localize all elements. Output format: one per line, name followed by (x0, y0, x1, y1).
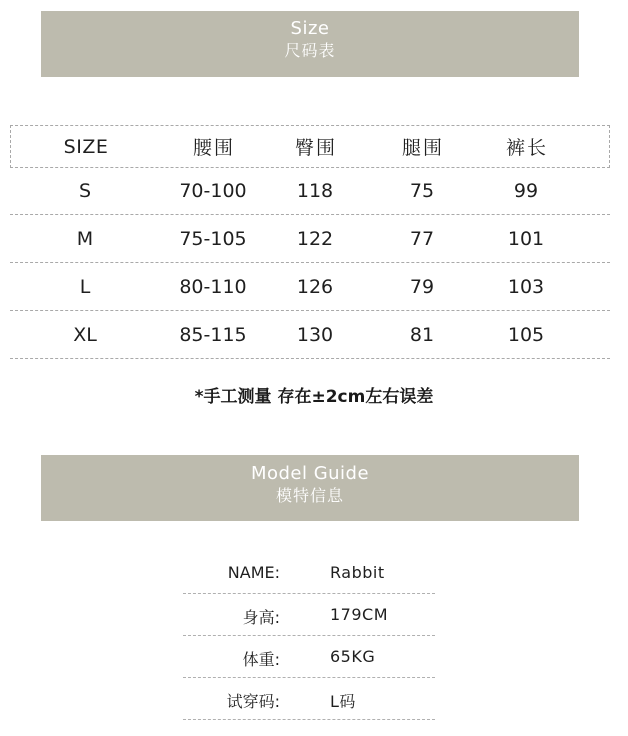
size-cell: L (79, 275, 91, 298)
model-label: 身高: (242, 608, 280, 627)
model-guide-banner (41, 455, 579, 521)
header-hip: 臀围 (294, 137, 337, 159)
length-cell: 99 (513, 180, 539, 202)
size-cell: XL (73, 323, 97, 346)
model-row-name (183, 552, 435, 594)
size-title-en: Size (290, 18, 330, 39)
size-table-header (10, 125, 610, 168)
table-row (10, 263, 610, 311)
hip-cell: 122 (296, 227, 334, 250)
table-row (10, 311, 610, 359)
model-value: Rabbit (330, 563, 385, 582)
model-value: 179CM (330, 605, 389, 624)
waist-cell: 75-105 (179, 227, 247, 250)
model-info-table (183, 552, 435, 720)
thigh-cell: 79 (409, 275, 435, 298)
model-row-size-worn (183, 678, 435, 720)
length-cell: 105 (507, 323, 545, 346)
table-row (10, 168, 610, 215)
thigh-cell: 75 (409, 180, 435, 202)
model-label: 试穿码: (226, 692, 280, 711)
model-title-cn: 模特信息 (275, 486, 344, 505)
waist-cell: 70-100 (179, 180, 247, 202)
model-row-height (183, 594, 435, 636)
header-thigh: 腿围 (401, 137, 444, 159)
size-cell: S (78, 180, 92, 202)
model-value: L码 (330, 692, 356, 711)
length-cell: 103 (507, 275, 545, 298)
thigh-cell: 77 (409, 227, 435, 250)
model-row-weight (183, 636, 435, 678)
header-size: SIZE (63, 135, 109, 158)
table-row (10, 215, 610, 263)
size-cell: M (76, 227, 94, 250)
thigh-cell: 81 (409, 323, 435, 346)
model-label: 体重: (242, 650, 280, 669)
size-table (10, 125, 610, 359)
hip-cell: 126 (296, 275, 334, 298)
hip-cell: 118 (296, 180, 334, 202)
model-value: 65KG (330, 647, 376, 666)
model-title-en: Model Guide (250, 463, 370, 484)
model-label: NAME: (227, 563, 280, 582)
header-length: 裤长 (505, 137, 548, 159)
length-cell: 101 (507, 227, 545, 250)
header-waist: 腰围 (192, 137, 235, 159)
waist-cell: 80-110 (179, 275, 247, 298)
measurement-note: *手工测量 存在±2cm左右误差 (194, 387, 434, 407)
size-chart-banner (41, 11, 579, 77)
waist-cell: 85-115 (179, 323, 247, 346)
hip-cell: 130 (296, 323, 334, 346)
size-title-cn: 尺码表 (284, 41, 336, 60)
